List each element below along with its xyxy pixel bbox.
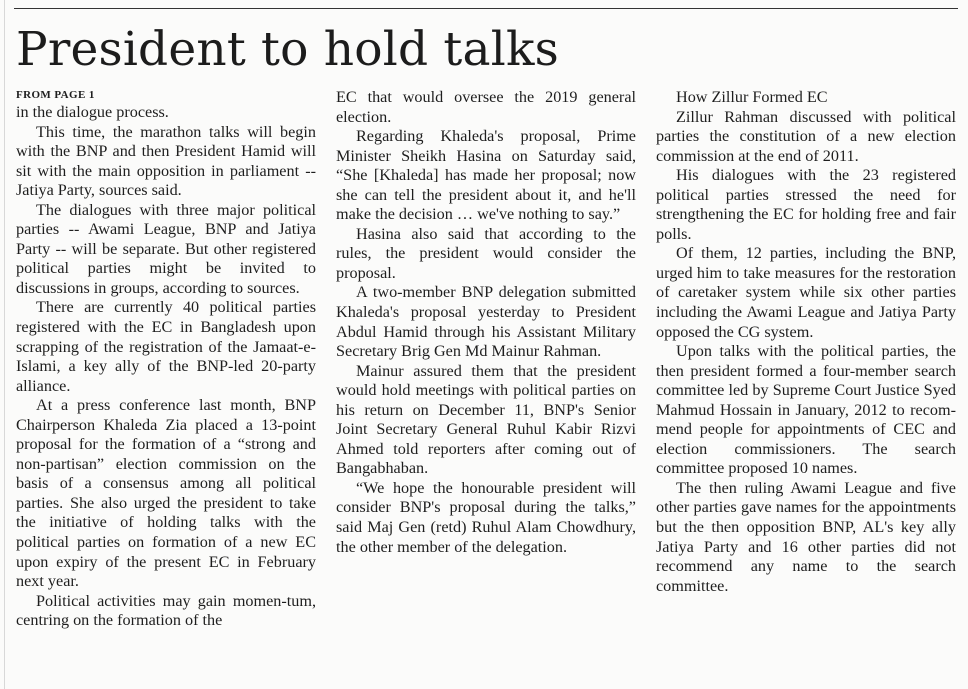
- paragraph: Mainur assured them that the president would hold meetings with political parties on his return on December 11, BNP's Senior Joint Secretary General Ruhul Kabir Rizvi Ahmed told reporters after coming out of Bangabhaban.: [336, 361, 636, 478]
- paragraph: The then ruling Awami League and five other parties gave names for the appointments but the then opposition BNP, AL's key ally Jatiya Party and 16 other parties did not recommend any name to the search committee.: [656, 478, 956, 595]
- article-column-1: [16, 88, 316, 631]
- paragraph: The dialogues with three major political parties -- Awami League, BNP and Jatiya Party -- will be separate. But other registered political parties might be invited to discussions in groups, according to sources.: [16, 200, 316, 297]
- paragraph: This time, the marathon talks will begin with the BNP and then President Hamid will sit with the main opposition in parliament -- Jatiya Party, sources said.: [16, 122, 316, 200]
- page-edge: [4, 0, 5, 689]
- paragraph: Zillur Rahman discussed with political parties the constitution of a new election commission at the end of 2011.: [656, 107, 956, 165]
- top-rule: [14, 8, 958, 9]
- paragraph: “We hope the honourable president will consider BNP's proposal during the talks,” said Maj Gen (retd) Ruhul Alam Chowdhury, the other member of the delegation.: [336, 478, 636, 556]
- paragraph: Of them, 12 parties, including the BNP, urged him to take measures for the restoration of caretaker system while six other parties including the Awami League and Jatiya Party opposed the CG system.: [656, 244, 956, 341]
- paragraph: Upon talks with the political parties, the then president formed a four-member search committee led by Supreme Court Justice Syed Mahmud Hossain in January, 2012 to recom-mend people for appointments of CEC and election commissioners. The search committee proposed 10 names.: [656, 342, 956, 478]
- paragraph: Hasina also said that according to the rules, the president would consider the proposal.: [336, 224, 636, 282]
- paragraph: A two-member BNP delegation submitted Khaleda's proposal yesterday to President Abdul Hamid through his Assistant Military Secretary Brig Gen Md Mainur Rahman.: [336, 283, 636, 361]
- article-column-3: [656, 88, 956, 596]
- article-column-2: [336, 88, 636, 557]
- paragraph: in the dialogue process.: [16, 103, 169, 121]
- paragraph: EC that would oversee the 2019 general election.: [336, 88, 636, 126]
- jump-label: FROM PAGE 1: [16, 89, 95, 101]
- paragraph: Political activities may gain momen-tum, centring on the formation of the: [16, 591, 316, 630]
- paragraph: Regarding Khaleda's proposal, Prime Minister Sheikh Hasina on Saturday said, “She [Khaleda] has made her proposal; now she can tell the president about it, and he'll make the decision … we've nothing to say.”: [336, 127, 636, 224]
- paragraph: At a press conference last month, BNP Chairperson Khaleda Zia placed a 13-point proposal for the formation of a “strong and non-partisan” election commission on the basis of a consensus among all political parties. She also urged the president to take the initiative of holding talks with the political parties on formation of a new EC upon expiry of the present EC in February next year.: [16, 396, 316, 591]
- headline: President to hold talks: [16, 22, 559, 77]
- paragraph: There are currently 40 political parties registered with the EC in Bangladesh upon scrapping of the registration of the Jamaat-e-Islami, a key ally of the BNP-led 20-party alliance.: [16, 298, 316, 395]
- paragraph: His dialogues with the 23 registered political parties stressed the need for strengthening the EC for holding free and fair polls.: [656, 166, 956, 243]
- subheading: How Zillur Formed EC: [676, 88, 828, 106]
